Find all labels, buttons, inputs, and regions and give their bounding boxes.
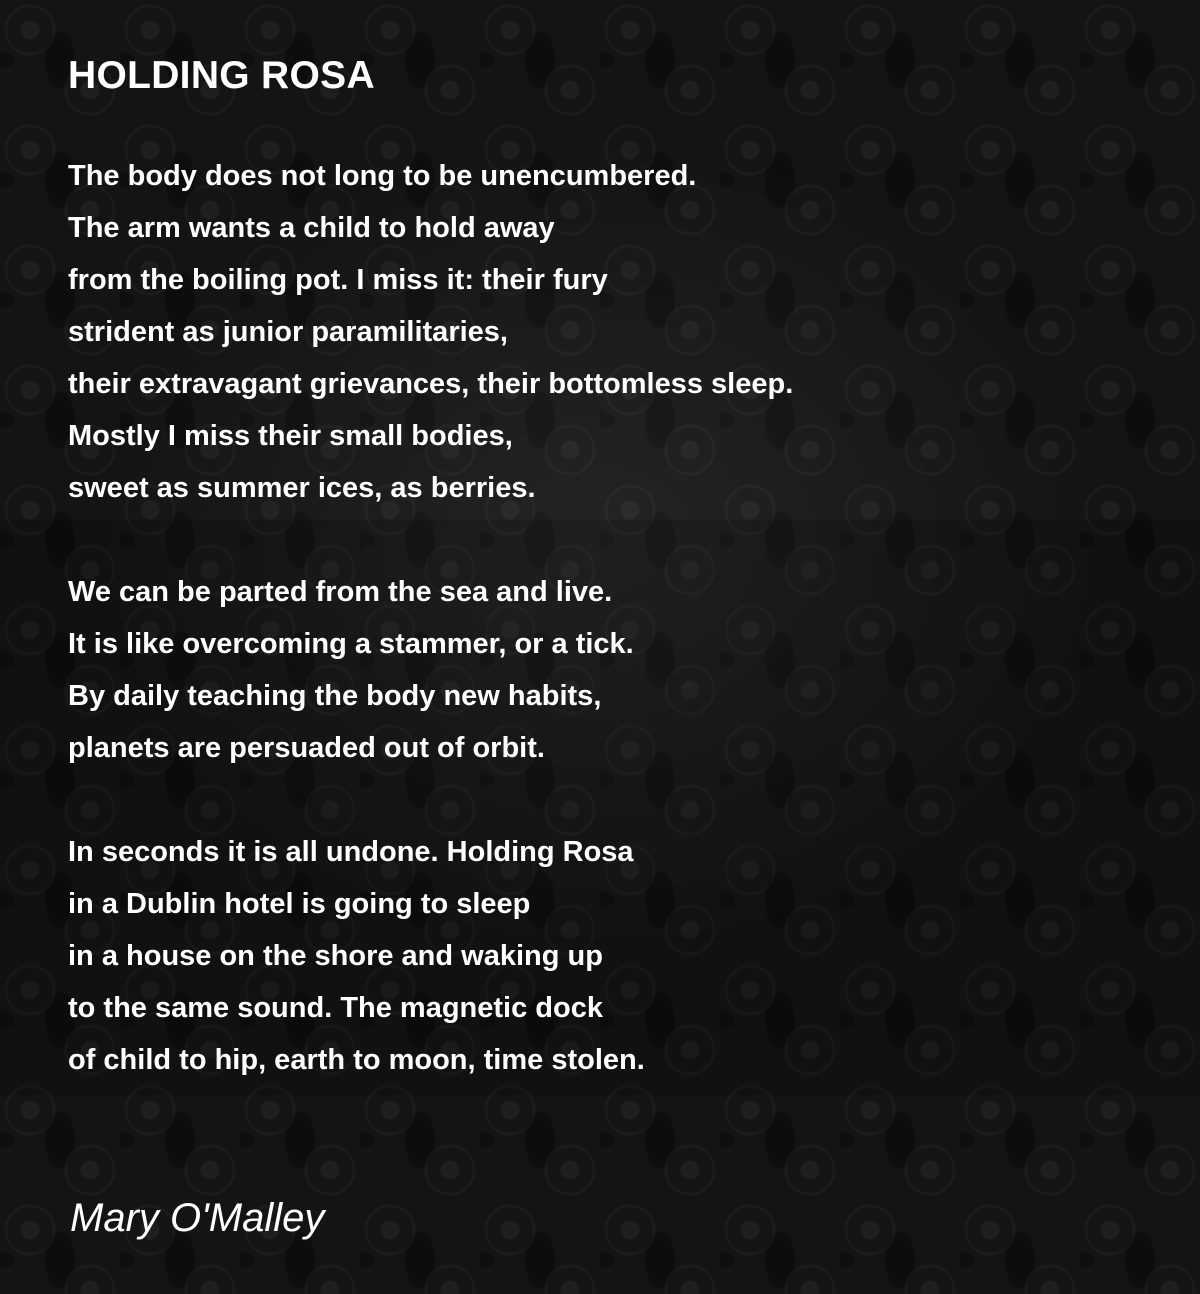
poem-line: The body does not long to be unencumbered. — [68, 160, 697, 192]
poem-line: In seconds it is all undone. Holding Rosa — [68, 836, 634, 868]
stanza-1 — [68, 150, 793, 514]
poem-line: from the boiling pot. I miss it: their fury — [68, 264, 608, 296]
poem-line: sweet as summer ices, as berries. — [68, 472, 536, 504]
stanza-2 — [68, 566, 793, 774]
poem-line: of child to hip, earth to moon, time stolen. — [68, 1044, 645, 1076]
poem-line: We can be parted from the sea and live. — [68, 576, 613, 608]
poem-line: By daily teaching the body new habits, — [68, 680, 602, 712]
poem-line: their extravagant grievances, their bottomless sleep. — [68, 368, 794, 400]
poem-line: in a house on the shore and waking up — [68, 940, 603, 972]
stanza-3 — [68, 826, 793, 1086]
poem-body — [68, 150, 793, 1138]
poem-line: in a Dublin hotel is going to sleep — [68, 888, 531, 920]
poem-line: The arm wants a child to hold away — [68, 212, 555, 244]
poem-line: It is like overcoming a stammer, or a tick. — [68, 628, 634, 660]
poem-line: to the same sound. The magnetic dock — [68, 992, 603, 1024]
poem-author: Mary O'Malley — [70, 1196, 325, 1240]
poem-line: Mostly I miss their small bodies, — [68, 420, 513, 452]
poem-title: HOLDING ROSA — [68, 54, 375, 97]
poem-line: strident as junior paramilitaries, — [68, 316, 508, 348]
poem-line: planets are persuaded out of orbit. — [68, 732, 545, 764]
